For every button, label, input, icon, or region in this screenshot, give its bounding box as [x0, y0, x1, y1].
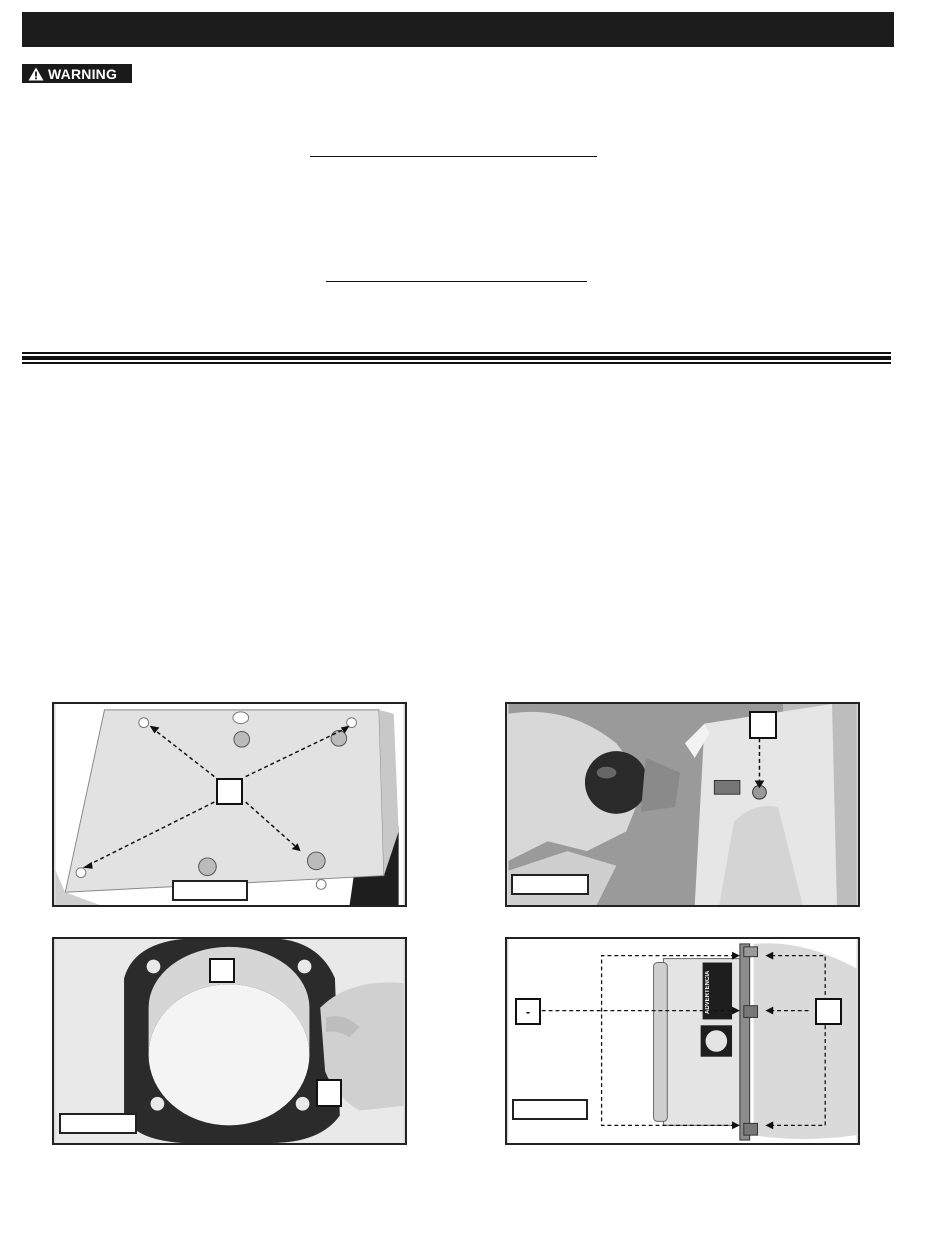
figure-thread-compound [505, 702, 860, 907]
figure-2-callout [749, 711, 777, 739]
figure-3-callout-b [316, 1079, 342, 1107]
figure-4-callout-right [815, 998, 842, 1025]
section-divider [22, 352, 891, 366]
figure-4-caption [512, 1099, 588, 1120]
figure-1-callout [216, 778, 243, 805]
figure-2-caption [511, 874, 589, 895]
figure-mounting-plate [52, 702, 407, 907]
figure-3-caption [59, 1113, 137, 1134]
underline-rule-1 [310, 156, 597, 157]
figure-3-callout-a [209, 958, 235, 983]
figure-4-callout-left: - [515, 998, 541, 1025]
header-bar [22, 12, 894, 47]
figure-4-decal-text: ADVERTENCIA [705, 970, 711, 1014]
figure-gasket [52, 937, 407, 1145]
underline-rule-2 [326, 281, 587, 282]
figure-flange-assembly [505, 937, 860, 1145]
figure-1-caption [172, 880, 248, 901]
warning-triangle-icon [28, 67, 44, 81]
warning-badge [22, 64, 132, 83]
warning-label: WARNING [48, 65, 118, 82]
